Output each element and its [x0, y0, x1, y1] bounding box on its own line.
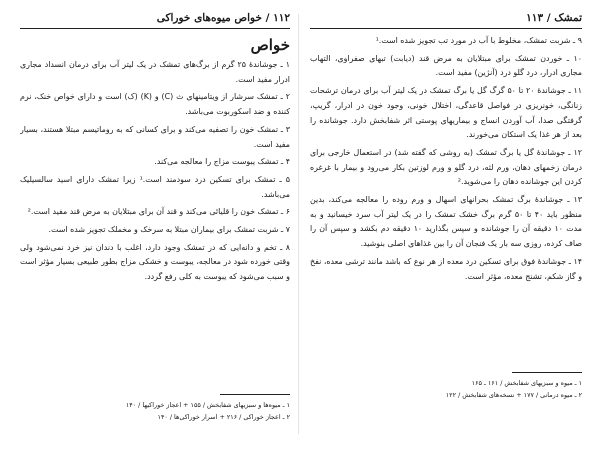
section-title: خواص — [250, 36, 290, 54]
paragraph: ۵ ـ تمشک برای تسکین درد سودمند است.¹ زیرا تمشک دارای اسید سالسیلیک می‌باشد. — [20, 174, 290, 199]
header-rule — [310, 28, 582, 29]
paragraph: ۷ ـ شربت تمشک برای بیماران مبتلا به سرخک و مخملک تجویز شده است. — [48, 225, 290, 235]
body-text — [310, 34, 582, 364]
footnote: ۲ ـ اعجاز خوراکی / ۲۱۶ + اسرار خوراکی‌ها / ۱۴۰ — [157, 413, 290, 421]
paragraph: ۱۱ ـ جوشاندهٔ ۲۰ تا ۵۰ گرگ گل یا برگ تمشک در یک لیتر آب برای درمان ترشحات زنانگی، خونریزی در فواصل قاعدگی، اختلال خونی، وجود خون در ادرار، گریپ، گرفتگی صدا، آب آوردن انساج و بیماریهای پوستی اثر شفابخش دارد. جوشانده را بعد از هر غذا یک استکان می‌خورند. — [310, 86, 582, 140]
paragraph: ۱۴ ـ جوشاندهٔ فوق برای تسکین درد معده از هر نوع که باشد مانند ترشی معده، نفخ و گاز شکم، تشنج معده، مؤثر است. — [310, 256, 582, 281]
footnote: ۲ ـ میوه درمانی / ۱۷۷ + نسخه‌های شفابخش / ۱۲۲ — [445, 391, 582, 399]
paragraph: ۲ ـ تمشک سرشار از ویتامینهای ث (C) و (K) (ک) است و دارای خواص خنک، نرم کننده و ضد اسکوربوت می‌باشد. — [20, 92, 290, 117]
paragraph: ۱۲ ـ جوشاندهٔ گل یا برگ تمشک (به روشی که گفته شد) در استعمال خارجی برای درمان زخمهای دهان، ورم لثه، درد گلو و ورم لوزتین بکار می‌رود و بیمار با غرغره کردن این جوشانده دهان را می‌شوید.² — [310, 147, 582, 187]
paragraph: ۱ ـ جوشاندهٔ ۲۵ گرم از برگ‌های تمشک در یک لیتر آب برای درمان انسداد مجاری ادرار مفید است. — [20, 60, 290, 84]
paragraph: ۶ ـ تمشک خون را قلیائی می‌کند و قند آن برای مبتلایان به مرض قند مفید است.² — [27, 207, 290, 217]
footnote-rule — [220, 394, 290, 395]
body-text — [20, 58, 290, 358]
paragraph: ۳ ـ تمشک خون را تصفیه می‌کند و برای کسانی که به روماتیسم مبتلا هستند، بسیار مفید است. — [20, 124, 290, 149]
paragraph: ۹ ـ شربت تمشک، مخلوط با آب در مورد تب تجویز شده است.¹ — [375, 36, 582, 45]
footnote-rule — [512, 372, 582, 373]
left-page — [20, 10, 290, 442]
paragraph: ۴ ـ تمشک یبوست مزاج را معالجه می‌کند. — [154, 157, 290, 167]
running-head: تمشک / ۱۱۳ — [526, 12, 582, 24]
running-head: ۱۱۲ / خواص میوه‌های خوراکی — [156, 12, 290, 24]
footnote: ۱ ـ میوه‌ها و سبزیهای شفابخش / ۱۵۵ + اعجاز خوراکیها / ۱۴۰ — [125, 401, 290, 409]
footnote: ۱ ـ میوه و سبزیهای شفابخش / ۱۶۱ ـ ۱۶۵ — [471, 379, 582, 387]
paragraph: ۱۳ ـ جوشاندهٔ برگ تمشک بحرانهای اسهال و ورم روده را معالجه می‌کند، بدین منظور باید ۴۰ تا ۵۰ گرم برگ خشک تمشک را در یک لیتر آب سرد خیسانید و به مدت ۱۰ دقیقه آن را جوشانده و سپس بگذارید ۱۰ دقیقه دم بکشد و سپس آن را صاف کرده، روزی سه بار یک فنجان آن را بین غذاهای اصلی بنوشید. — [310, 195, 582, 249]
page-gutter — [298, 14, 299, 434]
paragraph: ۱۰ ـ خوردن تمشک برای مبتلایان به مرض قند (دیابت) تبهای صفراوی، التهاب مجاری ادرار، درد گلو درد (آنژین) مفید است. — [310, 53, 582, 78]
paragraph: ۸ ـ تخم و دانه‌ایی که در تمشک وجود دارد، اغلب با دندان نیز خرد نمی‌شود ولی وقتی خورده شود در معالجه، یبوست و خشکی مزاج بطور طبیعی بسیار مؤثر است و سبب می‌شود که یبوست به کلی رفع گردد. — [20, 242, 290, 282]
header-rule — [20, 28, 290, 29]
right-page — [310, 10, 582, 442]
